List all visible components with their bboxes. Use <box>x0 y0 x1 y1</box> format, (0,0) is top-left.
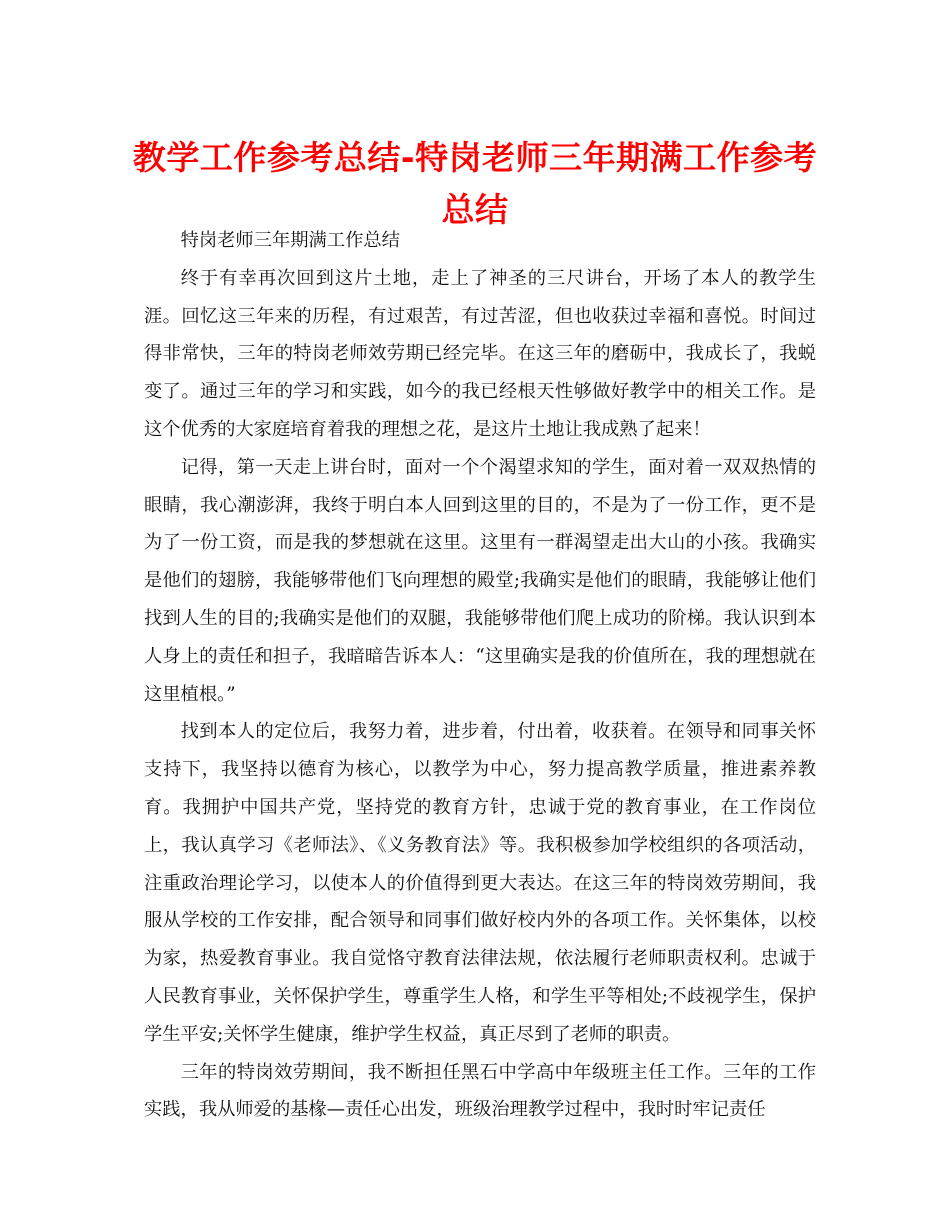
paragraph: 找到本人的定位后，我努力着，进步着，付出着，收获着。在领导和同事关怀支持下，我坚持以德育为核心，以教学为中心，努力提高教学质量，推进素养教育。我拥护中国共产党，坚持党的教育方针，忠诚于党的教育事业，在工作岗位上，我认真学习《老师法》、《义务教育法》等。我积极参加学校组织的各项活动，注重政治理论学习，以使本人的价值得到更大表达。在这三年的特岗效劳期间，我服从学校的工作安排，配合领导和同事们做好校内外的各项工作。关怀集体，以校为家，热爱教育事业。我自觉恪守教育法律法规，依法履行老师职责权利。忠诚于人民教育事业，关怀保护学生，尊重学生人格，和学生平等相处;不歧视学生，保护学生平安;关怀学生健康，维护学生权益，真正尽到了老师的职责。 <box>144 721 816 1045</box>
paragraph: 记得，第一天走上讲台时，面对一个个渴望求知的学生，面对着一双双热情的眼睛，我心潮澎湃，我终于明白本人回到这里的目的，不是为了一份工作，更不是为了一份工资，而是我的梦想就在这里。这里有一群渴望走出大山的小孩。我确实是他们的翅膀，我能够带他们飞向理想的殿堂;我确实是他们的眼睛，我能够让他们找到人生的目的;我确实是他们的双腿，我能够带他们爬上成功的阶梯。我认识到本人身上的责任和担子，我暗暗告诉本人：“这里确实是我的价值所在，我的理想就在这里植根。” <box>144 456 816 705</box>
paragraph: 三年的特岗效劳期间，我不断担任黑石中学高中年级班主任工作。三年的工作实践，我从师爱的基椽—责任心出发，班级治理教学过程中，我时时牢记责任 <box>144 1061 816 1121</box>
paragraph-subtitle: 特岗老师三年期满工作总结 <box>180 230 400 251</box>
document-title: 教学工作参考总结-特岗老师三年期满工作参考总结 <box>132 138 818 229</box>
document-body <box>144 222 816 1129</box>
paragraph: 终于有幸再次回到这片土地，走上了神圣的三尺讲台，开场了本人的教学生涯。回忆这三年来的历程，有过艰苦，有过苦涩，但也收获过幸福和喜悦。时间过得非常快，三年的特岗老师效劳期已经完毕。在这三年的磨砺中，我成长了，我蜕变了。通过三年的学习和实践，如今的我已经根天性够做好教学中的相关工作。是这个优秀的大家庭培育着我的理想之花，是这片土地让我成熟了起来！ <box>144 267 816 440</box>
